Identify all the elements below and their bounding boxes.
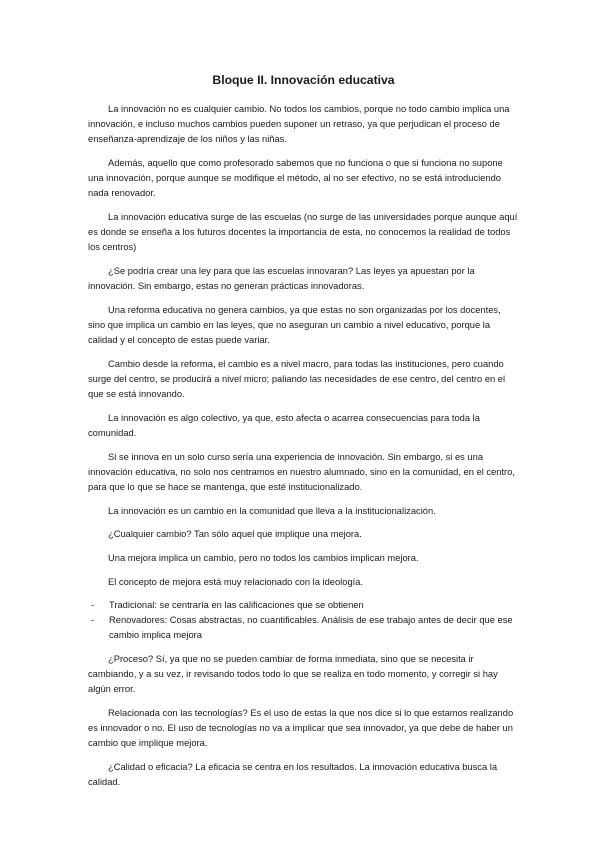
bullet-marker: - [91, 614, 95, 625]
document-title: Bloque II. Innovación educativa [212, 73, 395, 87]
paragraph: La innovación es algo colectivo, ya que, esto afecta o acarrea consecuencias para toda la comunidad. [88, 412, 480, 438]
list-item [88, 613, 519, 643]
paragraph: Además, aquello que como profesorado sabemos que no funciona o que si funciona no supone una innovación, porque aunque se modifique el método, al no ser efectivo, no se está introduciendo nada renovador. [88, 157, 503, 199]
paragraph: ¿Proceso? Sí, ya que no se pueden cambiar de forma inmediata, sino que se necesita ir cambiando, y a su vez, ir revisando todos todo lo que se realiza en todo momento, y corregir si hay algún error. [88, 653, 498, 694]
paragraph: Relacionada con las tecnologías? Es el uso de estas la que nos dice si lo que estamos realizando es innovador o no. El uso de tecnologías no va a implicar que sea innovador, ya que debe de haber un cambio que implique mejora. [88, 707, 514, 748]
paragraph: Si se innova en un solo curso sería una experiencia de innovación. Sin embargo, si es una innovación educativa, no solo nos centramos en nuestro alumnado, sino en la comunidad, en el centro, para que lo que se hace se mantenga, que esté institucionalizado. [88, 451, 515, 492]
paragraph: Una reforma educativa no genera cambios, ya que estas no son organizadas por los docentes, sino que implica un cambio en las leyes, que no aseguran un cambio a nivel educativo, porque la calidad y el concepto de estas puede variar. [88, 304, 501, 345]
list-item-text: Tradicional: se centraría en las calificaciones que se obtienen [109, 599, 364, 610]
bullet-list [88, 598, 519, 643]
paragraph: La innovación es un cambio en la comunidad que lleva a la institucionalización. [108, 505, 436, 516]
paragraph: ¿Calidad o eficacia? La eficacia se centra en los resultados. La innovación educativa busca la calidad. [88, 761, 498, 787]
document-page [88, 72, 519, 798]
paragraph: La innovación no es cualquier cambio. No todos los cambios, porque no todo cambio implica una innovación, e incluso muchos cambios pueden suponer un retraso, ya que perjudican el proceso de enseñanza-aprendizaje de los niños y las niñas. [88, 104, 510, 145]
paragraph: ¿Cualquier cambio? Tan sólo aquel que implique una mejora. [108, 529, 362, 540]
list-item [88, 598, 519, 613]
paragraph: Cambio desde la reforma, el cambio es a nivel macro, para todas las instituciones, pero cuando surge del centro, se producirá a nivel micro; paliando las necesidades de ese centro, del centro en el que se está innovando. [88, 358, 506, 399]
paragraph: La innovación educativa surge de las escuelas (no surge de las universidades porque aunque aquí es donde se enseña a los futuros docentes la importancia de esta, no conocemos la realidad de todos los centros) [88, 211, 518, 253]
paragraph: El concepto de mejora está muy relacionado con la ideología. [108, 576, 364, 587]
list-item-text: Renovadores: Cosas abstractas, no cuantificables. Análisis de ese trabajo antes de decir que ese cambio implica mejora [109, 614, 513, 640]
paragraph: ¿Se podría crear una ley para que las escuelas innovaran? Las leyes ya apuestan por la innovación. Sin embargo, estas no generan prácticas innovadoras. [88, 265, 475, 291]
paragraph: Una mejora implica un cambio, pero no todos los cambios implican mejora. [108, 553, 419, 564]
bullet-marker: - [91, 599, 95, 610]
